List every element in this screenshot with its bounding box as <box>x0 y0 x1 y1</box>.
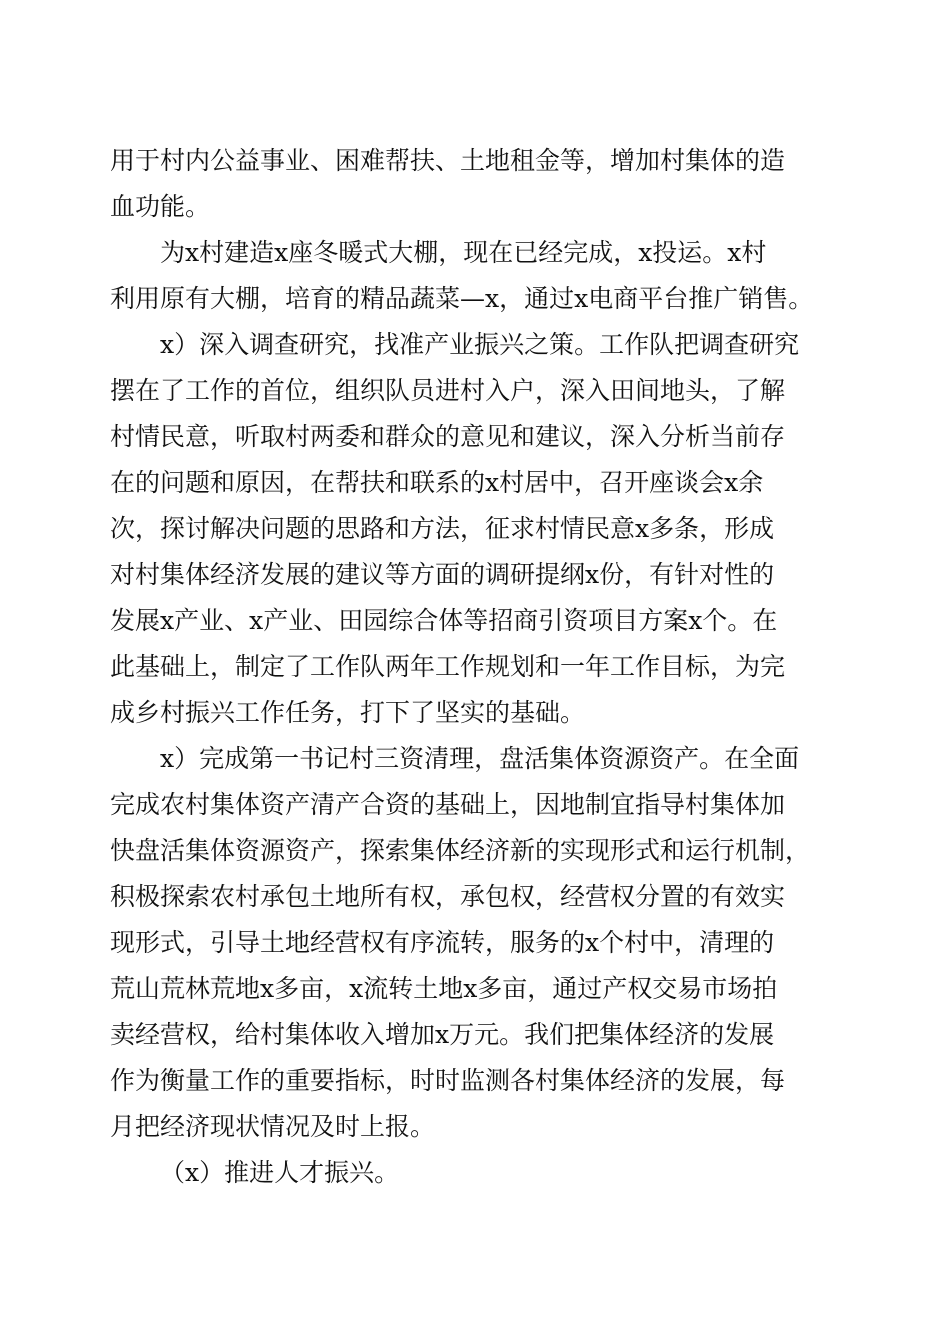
body-line: 利用原有大棚，培育的精品蔬菜—x，通过x电商平台推广销售。 <box>110 284 814 313</box>
body-line: 村情民意，听取村两委和群众的意见和建议，深入分析当前存 <box>110 422 786 451</box>
body-line: 卖经营权，给村集体收入增加x万元。我们把集体经济的发展 <box>110 1020 775 1049</box>
body-line: 用于村内公益事业、困难帮扶、土地租金等，增加村集体的造 <box>110 146 786 175</box>
document-body <box>110 138 840 1196</box>
paragraph-start-line: x）深入调查研究，找准产业振兴之策。工作队把调查研究 <box>160 330 800 359</box>
body-line: 完成农村集体资产清产合资的基础上，因地制宜指导村集体加 <box>110 790 786 819</box>
body-line: 在的问题和原因，在帮扶和联系的x村居中，召开座谈会x余 <box>110 468 764 497</box>
paragraph-start-line: 为x村建造x座冬暖式大棚，现在已经完成，x投运。x村 <box>160 238 767 267</box>
body-line: 此基础上，制定了工作队两年工作规划和一年工作目标，为完 <box>110 652 786 681</box>
body-line: 血功能。 <box>110 192 211 221</box>
body-line: 月把经济现状情况及时上报。 <box>110 1112 436 1141</box>
body-line: 次，探讨解决问题的思路和方法，征求村情民意x多条，形成 <box>110 514 775 543</box>
section-heading-line: （x）推进人才振兴。 <box>160 1158 400 1187</box>
body-line: 摆在了工作的首位，组织队员进村入户，深入田间地头，了解 <box>110 376 786 405</box>
body-line: 现形式，引导土地经营权有序流转，服务的x个村中，清理的 <box>110 928 775 957</box>
body-line: 荒山荒林荒地x多亩，x流转土地x多亩，通过产权交易市场拍 <box>110 974 778 1003</box>
body-line: 积极探索农村承包土地所有权，承包权，经营权分置的有效实 <box>110 882 786 911</box>
paragraph-start-line: x）完成第一书记村三资清理，盘活集体资源资产。在全面 <box>160 744 800 773</box>
body-line: 对村集体经济发展的建议等方面的调研提纲x份，有针对性的 <box>110 560 775 589</box>
body-line: 成乡村振兴工作任务，打下了坚实的基础。 <box>110 698 586 727</box>
body-line: 作为衡量工作的重要指标，时时监测各村集体经济的发展，每 <box>110 1066 786 1095</box>
body-line: 快盘活集体资源资产，探索集体经济新的实现形式和运行机制， <box>110 836 811 865</box>
body-line: 发展x产业、x产业、田园综合体等招商引资项目方案x个。在 <box>110 606 778 635</box>
